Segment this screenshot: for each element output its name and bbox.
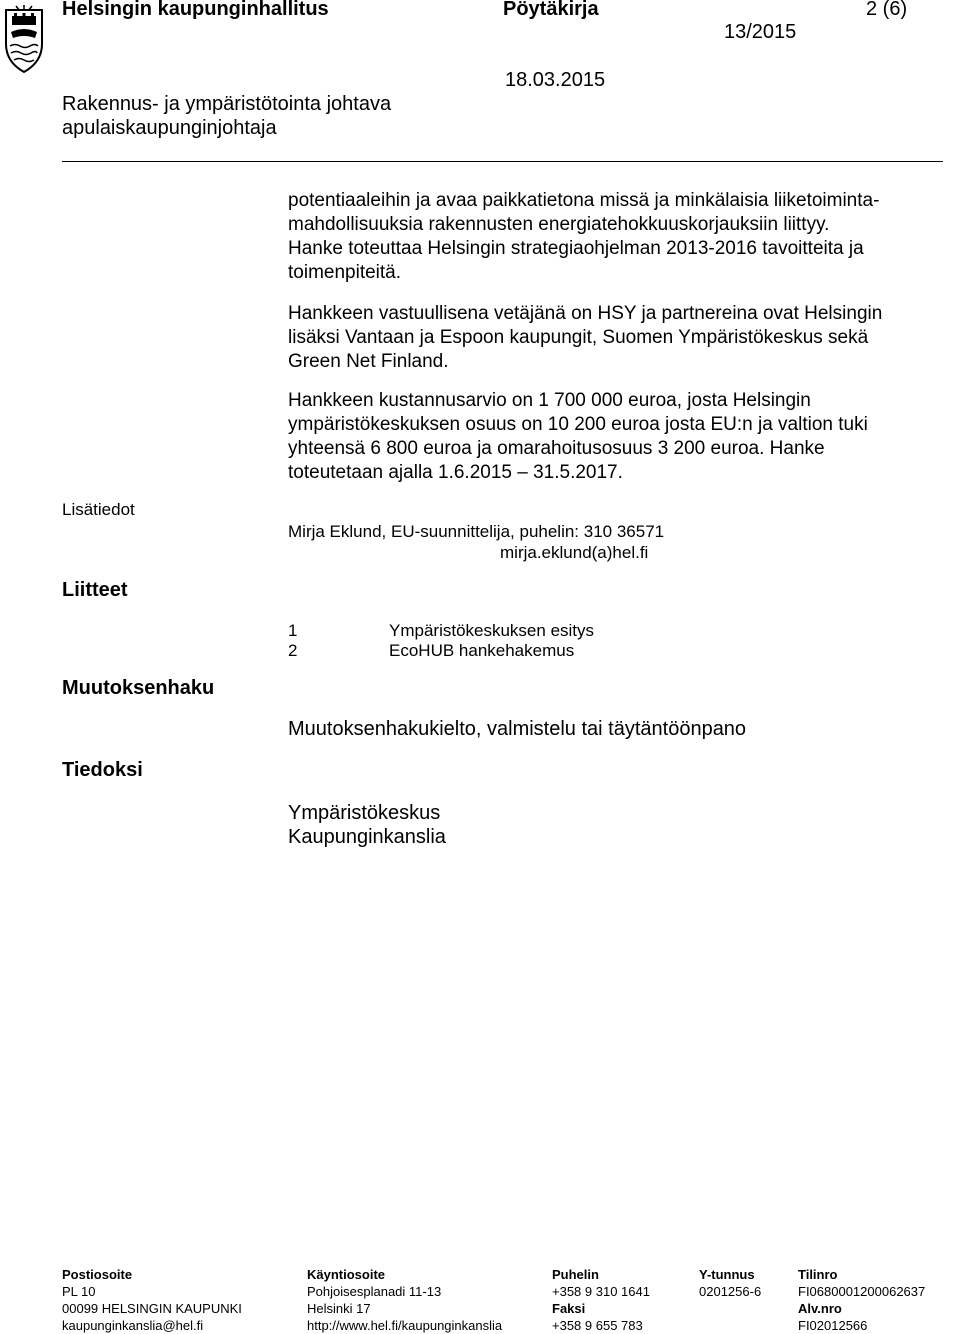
liitteet-heading: Liitteet [62, 579, 128, 601]
recipient: Ympäristökeskus [288, 802, 441, 824]
lisatiedot-label: Lisätiedot [62, 500, 135, 519]
document-type: Pöytäkirja [503, 0, 599, 20]
meeting-date: 18.03.2015 [505, 69, 606, 91]
organization-name: Helsingin kaupunginhallitus [62, 0, 329, 20]
paragraph-3: Hankkeen kustannusarvio on 1 700 000 euroa, josta Helsingin ympäristökeskuksen osuus on 10 200 euroa josta EU:n ja valtion tuki yhteensä 6 800 euroa ja omarahoitusosuus 3 200 euroa. Hanke toteutetaan ajalla 1.6.2015 – 31.5.2017. [288, 390, 868, 483]
presenter-role: Rakennus- ja ympäristötointa johtava apulaiskaupunginjohtaja [62, 93, 392, 139]
header-divider [62, 161, 943, 162]
contact-email: mirja.eklund(a)hel.fi [500, 543, 649, 562]
tiedoksi-list [288, 801, 446, 849]
paragraph-2: Hankkeen vastuullisena vetäjänä on HSY ja partnereina ovat Helsingin lisäksi Vantaan ja Espoon kaupungit, Suomen Ympäristökeskus sekä Green Net Finland. [288, 303, 883, 372]
footer-phone: Puhelin +358 9 310 1641 Faksi +358 9 655 783 [552, 1267, 650, 1333]
contact-info: Mirja Eklund, EU-suunnittelija, puhelin: 310 36571 [288, 522, 665, 541]
footer-visiting-address: Käyntiosoite Pohjoisesplanadi 11-13 Helsinki 17 http://www.hel.fi/kaupunginkanslia [307, 1267, 503, 1333]
footer-business-id: Y-tunnus 0201256-6 [699, 1267, 762, 1299]
footer-postal-address: Postiosoite PL 10 00099 HELSINGIN KAUPUNKI kaupunginkanslia@hel.fi [62, 1267, 242, 1333]
tiedoksi-heading: Tiedoksi [62, 759, 143, 781]
paragraph-1: potentiaaleihin ja avaa paikkatietona missä ja minkälaisia liiketoiminta- mahdollisuuksia rakennusten energiatehokkuuskorjauksiin liittyy. Hanke toteuttaa Helsingin strategiaohjelman 2013-2016 tavoitteita ja toimenpiteitä. [288, 190, 880, 283]
page-number: 2 (6) [866, 0, 908, 20]
footer-account: Tilinro FI0680001200062637 Alv.nro FI02012566 [798, 1267, 926, 1333]
muutoksenhaku-heading: Muutoksenhaku [62, 677, 215, 699]
recipient: Kaupunginkanslia [288, 826, 446, 848]
helsinki-crest-logo [2, 4, 46, 76]
meeting-number: 13/2015 [724, 21, 797, 43]
muutoksenhaku-text: Muutoksenhakukielto, valmistelu tai täytäntöönpano [288, 718, 747, 740]
